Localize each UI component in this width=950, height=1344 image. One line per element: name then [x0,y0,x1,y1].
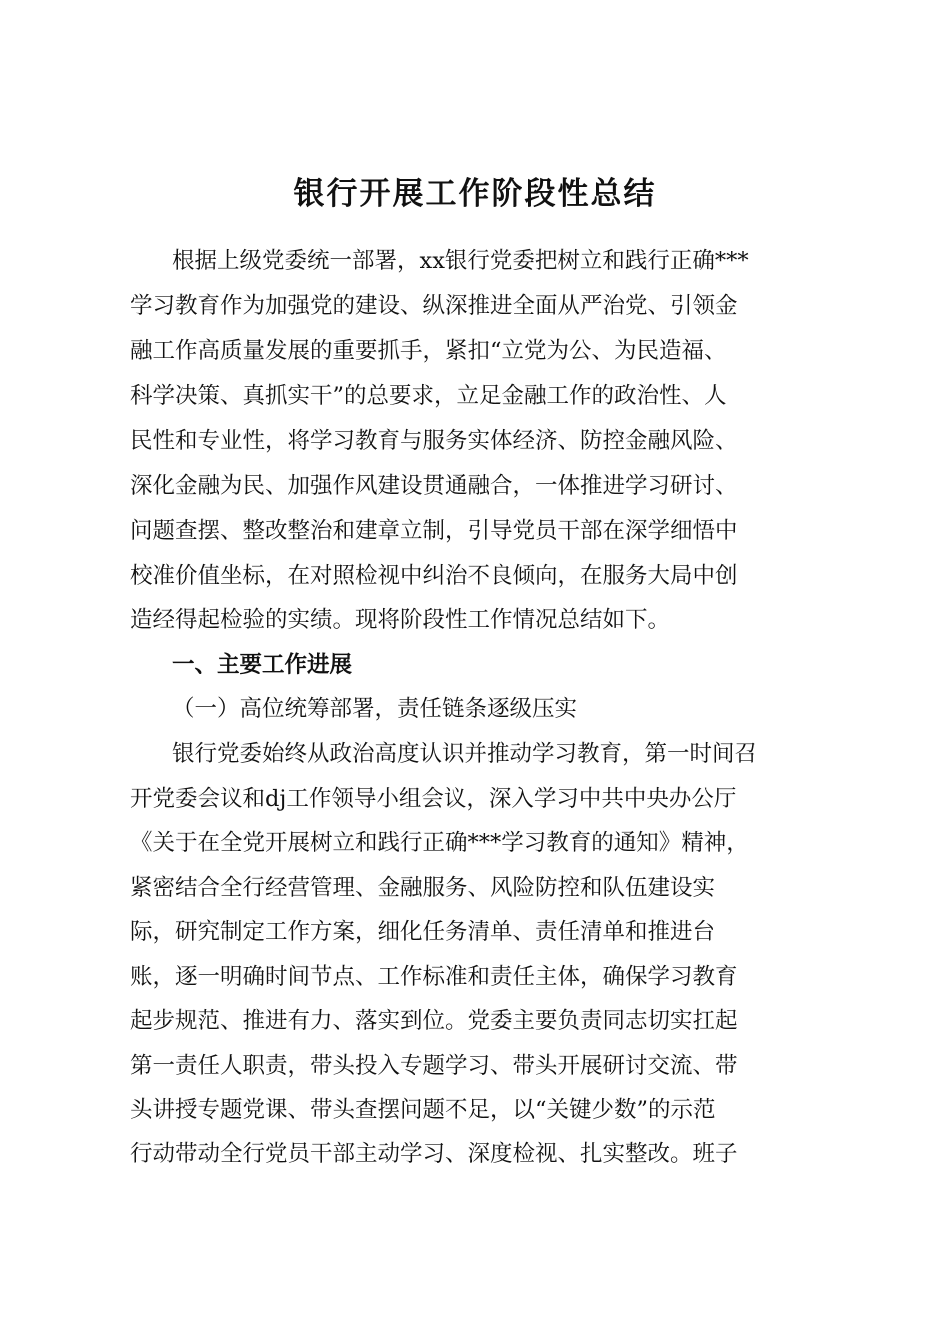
section-heading: 一、主要工作进展 [172,652,353,678]
paragraph-line: 际，研究制定工作方案，细化任务清单、责任清单和推进台 [130,919,716,945]
paragraph-line: 根据上级党委统一部署，xx银行党委把树立和践行正确*** [172,248,749,274]
paragraph-line: 第一责任人职责，带头投入专题学习、带头开展研讨交流、带 [130,1053,738,1079]
paragraph-line: 深化金融为民、加强作风建设贯通融合，一体推进学习研讨、 [130,473,738,499]
paragraph-line: 开党委会议和dj工作领导小组会议，深入学习中共中央办公厅 [130,786,737,812]
paragraph-line: 紧密结合全行经营管理、金融服务、风险防控和队伍建设实 [130,875,716,901]
paragraph-line: 账，逐一明确时间节点、工作标准和责任主体，确保学习教育 [130,964,738,990]
paragraph-line: 起步规范、推进有力、落实到位。党委主要负责同志切实扛起 [130,1008,738,1034]
paragraph-line: 行动带动全行党员干部主动学习、深度检视、扎实整改。班子 [130,1141,738,1167]
paragraph-line: 《关于在全党开展树立和践行正确***学习教育的通知》精神， [130,830,749,856]
document-title: 银行开展工作阶段性总结 [293,176,657,212]
paragraph-line: 民性和专业性，将学习教育与服务实体经济、防控金融风险、 [130,428,738,454]
paragraph-line: 学习教育作为加强党的建设、纵深推进全面从严治党、引领金 [130,293,738,319]
paragraph-line: 融工作高质量发展的重要抓手，紧扣“立党为公、为民造福、 [130,338,727,364]
paragraph-line: 头讲授专题党课、带头查摆问题不足，以“关键少数”的示范 [130,1097,716,1123]
paragraph-line: 银行党委始终从政治高度认识并推动学习教育，第一时间召 [172,741,758,767]
paragraph-line: 问题查摆、整改整治和建章立制，引导党员干部在深学细悟中 [130,518,738,544]
paragraph-line: 造经得起检验的实绩。现将阶段性工作情况总结如下。 [130,607,671,633]
paragraph-line: 科学决策、真抓实干”的总要求，立足金融工作的政治性、人 [130,383,727,409]
subsection-heading: （一）高位统筹部署，责任链条逐级压实 [172,696,578,722]
paragraph-line: 校准价值坐标，在对照检视中纠治不良倾向，在服务大局中创 [130,563,738,589]
